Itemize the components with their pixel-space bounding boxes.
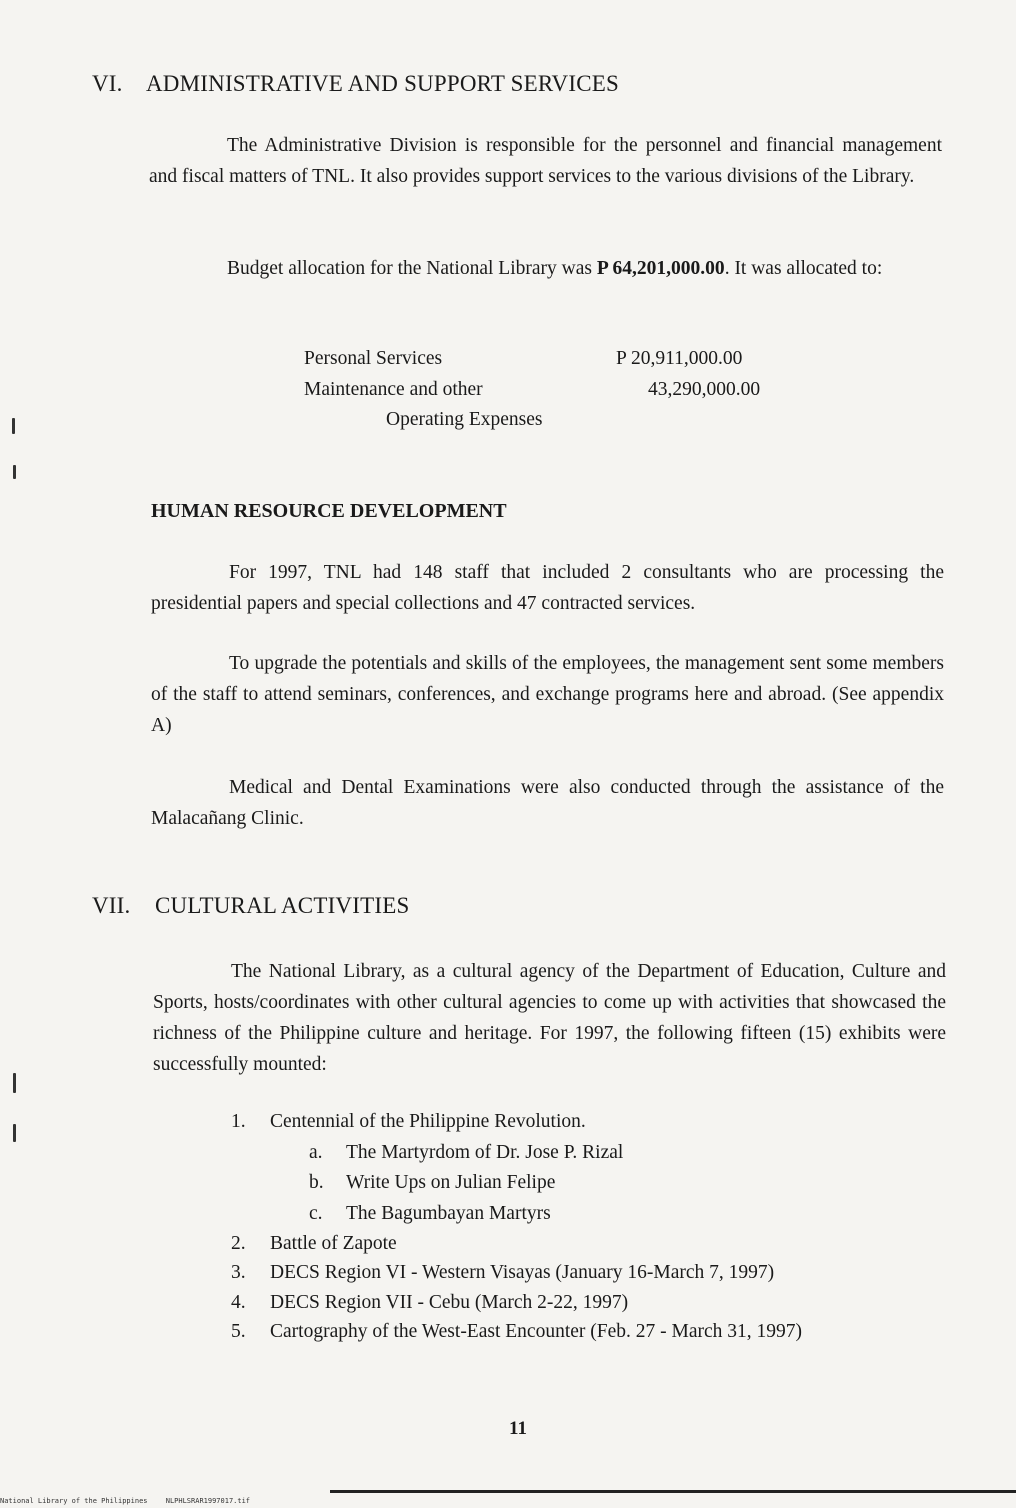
budget-row-label: Operating Expenses [386, 409, 543, 430]
list-item-text: The Bagumbayan Martyrs [346, 1203, 551, 1224]
budget-row-amount: P 20,911,000.00 [616, 348, 743, 369]
list-item [231, 1292, 629, 1314]
section-vii-number: VII. [92, 893, 131, 918]
list-item-number: c. [309, 1203, 323, 1224]
section-vi-number: VI. [92, 71, 123, 96]
list-item [231, 1321, 803, 1343]
list-item-number: a. [309, 1142, 323, 1163]
list-item-text: DECS Region VI - Western Visayas (January 16-March 7, 1997) [270, 1262, 775, 1283]
list-item [309, 1142, 624, 1164]
binding-mark [13, 465, 16, 479]
hr-training-paragraph [151, 648, 944, 741]
list-item [231, 1111, 586, 1133]
list-item-text: Battle of Zapote [270, 1233, 397, 1254]
list-item-text: Cartography of the West-East Encounter (Feb. 27 - March 31, 1997) [270, 1321, 803, 1342]
list-item-text: Centennial of the Philippine Revolution. [270, 1111, 586, 1132]
cultural-activities-paragraph [153, 956, 946, 1080]
hr-medical-text: Medical and Dental Examinations were also conducted through the assistance of the Malacañang Clinic. [151, 777, 944, 829]
hr-medical-paragraph [151, 772, 944, 834]
budget-total-amount: P 64,201,000.00 [596, 258, 725, 279]
budget-paragraph [149, 253, 942, 284]
hr-staff-paragraph [151, 557, 944, 619]
footer-file: NLPHLSRAR1997017.tif [165, 1497, 251, 1505]
scan-edge-rule [330, 1490, 1016, 1493]
binding-mark [13, 1124, 16, 1142]
page-number: 11 [509, 1418, 527, 1439]
binding-mark [12, 418, 15, 434]
list-item [309, 1172, 556, 1194]
budget-text-suffix: . It was allocated to: [724, 258, 883, 279]
section-vi-title: ADMINISTRATIVE AND SUPPORT SERVICES [146, 71, 619, 96]
hr-staff-text: For 1997, TNL had 148 staff that included 2 consultants who are processing the presidential papers and special collections and 47 contracted services. [151, 562, 944, 614]
budget-row-amount: 43,290,000.00 [648, 379, 761, 400]
section-vii-heading [92, 893, 410, 919]
list-item-number: 1. [231, 1111, 246, 1132]
admin-division-text: The Administrative Division is responsible for the personnel and financial management and fiscal matters of TNL. It also provides support services to the various divisions of the Library. [149, 135, 942, 187]
section-vii-title: CULTURAL ACTIVITIES [155, 893, 410, 918]
budget-text-prefix: Budget allocation for the National Library was [227, 258, 597, 279]
list-item [231, 1262, 775, 1284]
admin-division-paragraph [149, 130, 942, 192]
list-item-number: 2. [231, 1233, 246, 1254]
budget-row-label: Maintenance and other [304, 379, 483, 400]
list-item-number: b. [309, 1172, 324, 1193]
hr-training-text: To upgrade the potentials and skills of the employees, the management sent some members of the staff to attend seminars, conferences, and exchange programs here and abroad. (See appendix A) [151, 653, 944, 736]
cultural-activities-text: The National Library, as a cultural agency of the Department of Education, Culture and Sports, hosts/coordinates with other cultural agencies to come up with activities that showcased the richness of the Philippine culture and heritage. For 1997, the following fifteen (15) exhibits were successfully mounted: [153, 961, 946, 1075]
footer-source: National Library of the Philippines [0, 1497, 148, 1505]
section-vi-heading [92, 71, 619, 97]
list-item-text: Write Ups on Julian Felipe [346, 1172, 556, 1193]
list-item-number: 4. [231, 1292, 246, 1313]
list-item-number: 3. [231, 1262, 246, 1283]
binding-mark [13, 1073, 16, 1093]
budget-row-label: Personal Services [304, 348, 443, 369]
list-item [231, 1233, 397, 1255]
list-item-number: 5. [231, 1321, 246, 1342]
list-item-text: The Martyrdom of Dr. Jose P. Rizal [346, 1142, 624, 1163]
human-resource-heading: HUMAN RESOURCE DEVELOPMENT [151, 500, 507, 522]
list-item [309, 1203, 551, 1225]
scan-footer [0, 1497, 420, 1507]
list-item-text: DECS Region VII - Cebu (March 2-22, 1997) [270, 1292, 629, 1313]
